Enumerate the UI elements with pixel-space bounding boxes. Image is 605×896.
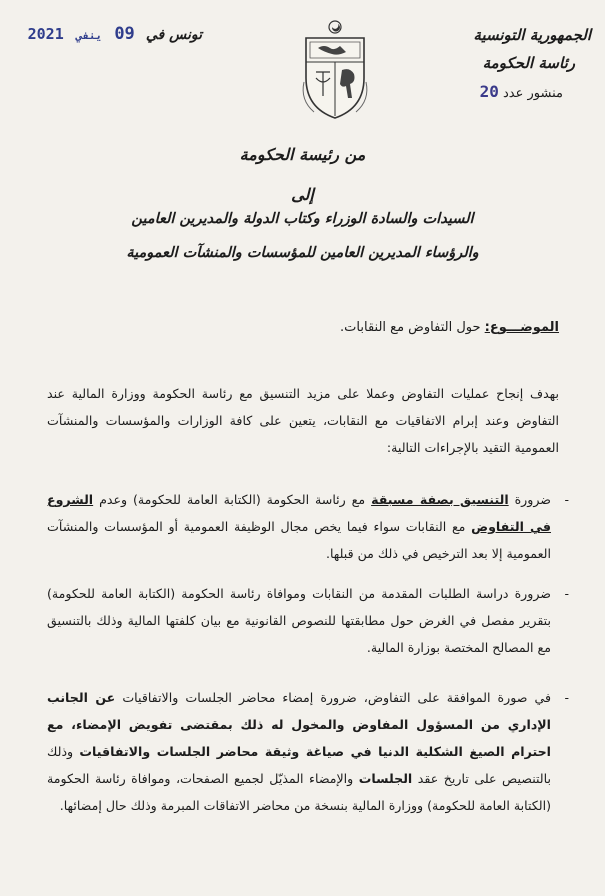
item-emphasis: التنسيق بصفة مسبقة (371, 492, 509, 507)
list-item-text (47, 486, 551, 567)
list-item (47, 684, 569, 819)
list-item-text (47, 684, 551, 819)
list-bullet: - (564, 492, 569, 507)
header-left-block (12, 24, 202, 44)
circular-number-line (411, 82, 563, 101)
recipients-line-1: السيدات والسادة الوزراء وكتاب الدولة والمديرين العامين (131, 210, 474, 227)
list-bullet: - (564, 690, 569, 705)
stamp-year: 2021 (27, 25, 64, 43)
stamp-day: 09 (114, 24, 135, 44)
list-bullet: - (564, 586, 569, 601)
recipients-line-2: والرؤساء المديرين العامين للمؤسسات والمنشآت العمومية (126, 244, 479, 261)
item-emphasis: الشروع في التفاوض (47, 492, 551, 534)
item-text-part: والإمضاء المذيّل لجميع الصفحات، وموافاة رئاسة الحكومة (الكتابة العامة للحكومة) ووزارة المالية بنسخة من محاضر الاتفاقات المبرمة وذلك حال إمضائها. (47, 771, 551, 813)
sender-line: من رئيسة الحكومة (239, 145, 366, 164)
coat-of-arms-icon (296, 18, 374, 122)
place-label: تونس في (145, 27, 202, 43)
recipient-marker: إلى (291, 185, 314, 204)
item-text-part: في صورة الموافقة على التفاوض، ضرورة إمضاء محاضر الجلسات والاتفاقيات (122, 690, 551, 705)
item-text-part: مع النقابات سواء فيما يخص مجال الوظيفة العمومية أو المؤسسات والمنشآت العمومية إلا بعد الترخيص في ذلك من قبلها. (47, 519, 551, 561)
circular-label: منشور عدد (503, 86, 563, 101)
list-item (47, 580, 569, 661)
list-item-text: ضرورة دراسة الطلبات المقدمة من النقابات وموافاة رئاسة الحكومة (الكتابة العامة للحكومة) بتقرير مفصل في الغرض حول مطابقتها للنصوص القانونية مع بيان كلفتها المالية وذلك بالتنسيق مع المصالح المختصة بوزارة المالية. (47, 586, 551, 655)
subject-text: حول التفاوض مع النقابات. (340, 320, 481, 335)
item-emphasis: عن الجانب الإداري من المسؤول المفاوض والمخول له ذلك بمقتضى تفويض الإمضاء، مع احترام الصيغ الشكلية الدنيا في صياغة وثيقة محاضر الجلسات والاتفاقيات (47, 690, 551, 759)
date-stamp (28, 24, 135, 44)
subject-line (340, 320, 559, 335)
item-text-part: وذلك بالتنصيص على تاريخ عقد (47, 744, 551, 786)
item-text-part: مع رئاسة الحكومة (الكتابة العامة للحكومة) وعدم (99, 492, 366, 507)
list-item (47, 486, 569, 567)
presidency-title: رئاسة الحكومة (482, 54, 575, 72)
stamp-month: ينفي (75, 29, 103, 42)
item-text-part: ضرورة (514, 492, 551, 507)
intro-paragraph: بهدف إنجاح عمليات التفاوض وعملا على مزيد التنسيق مع رئاسة الحكومة ووزارة المالية عند التفاوض وعند إبرام الاتفاقيات مع النقابات، يتعين على كافة الوزارات والمؤسسات والمنشآت العمومية التقيد بالإجراءات التالية: (47, 386, 559, 455)
subject-label: الموضـــوع: (484, 320, 559, 335)
header-right-block (411, 26, 591, 101)
republic-title: الجمهورية التونسية (473, 26, 591, 44)
circular-number: 20 (479, 82, 499, 101)
item-emphasis: الجلسات (358, 771, 413, 786)
